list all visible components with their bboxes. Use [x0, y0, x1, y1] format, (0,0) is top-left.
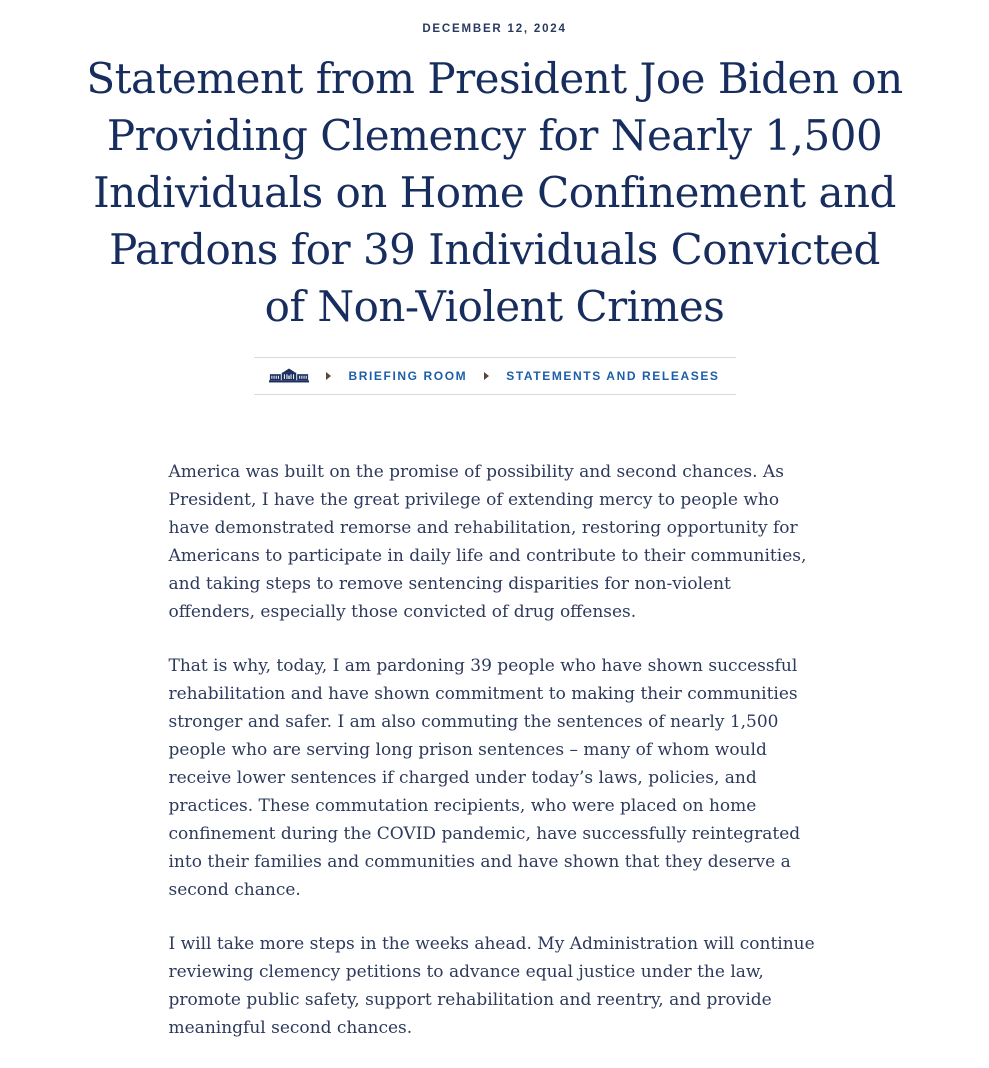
article-body: [169, 458, 821, 1042]
breadcrumb-statements-and-releases[interactable]: STATEMENTS AND RELEASES: [506, 369, 720, 383]
title-line-5: of Non-Violent Crimes: [264, 282, 725, 331]
page-title: [0, 50, 989, 335]
article-date: DECEMBER 12, 2024: [422, 23, 567, 35]
breadcrumb-briefing-room[interactable]: BRIEFING ROOM: [348, 369, 468, 383]
chevron-right-icon: [484, 372, 489, 380]
whitehouse-icon: [269, 368, 309, 384]
breadcrumb: [254, 357, 736, 395]
whitehouse-home-link[interactable]: [269, 368, 309, 384]
paragraph-3: I will take more steps in the weeks ahead. My Administration will continue reviewing clemency petitions to advance equal justice under the law, promote public safety, support rehabilitation and reentry, and provide meaningful second chances.: [168, 934, 815, 1038]
title-line-3: Individuals on Home Confinement and: [93, 168, 896, 217]
title-line-1: Statement from President Joe Biden on: [86, 54, 903, 103]
paragraph-2: That is why, today, I am pardoning 39 people who have shown successful rehabilitation and have shown commitment to making their communities stronger and safer. I am also commuting the sentences of nearly 1,500 people who are serving long prison sentences – many of whom would receive lower sentences if charged under today’s laws, policies, and practices. These commutation recipients, who were placed on home confinement during the COVID pandemic, have successfully reintegrated into their families and communities and have shown that they deserve a second chance.: [168, 656, 801, 900]
title-line-4: Pardons for 39 Individuals Convicted: [109, 225, 880, 274]
paragraph-1: America was built on the promise of possibility and second chances. As President, I have the great privilege of extending mercy to people who have demonstrated remorse and rehabilitation, restoring opportunity for Americans to participate in daily life and contribute to their communities, and taking steps to remove sentencing disparities for non-violent offenders, especially those convicted of drug offenses.: [168, 462, 807, 622]
chevron-right-icon: [326, 372, 331, 380]
title-line-2: Providing Clemency for Nearly 1,500: [106, 111, 883, 160]
